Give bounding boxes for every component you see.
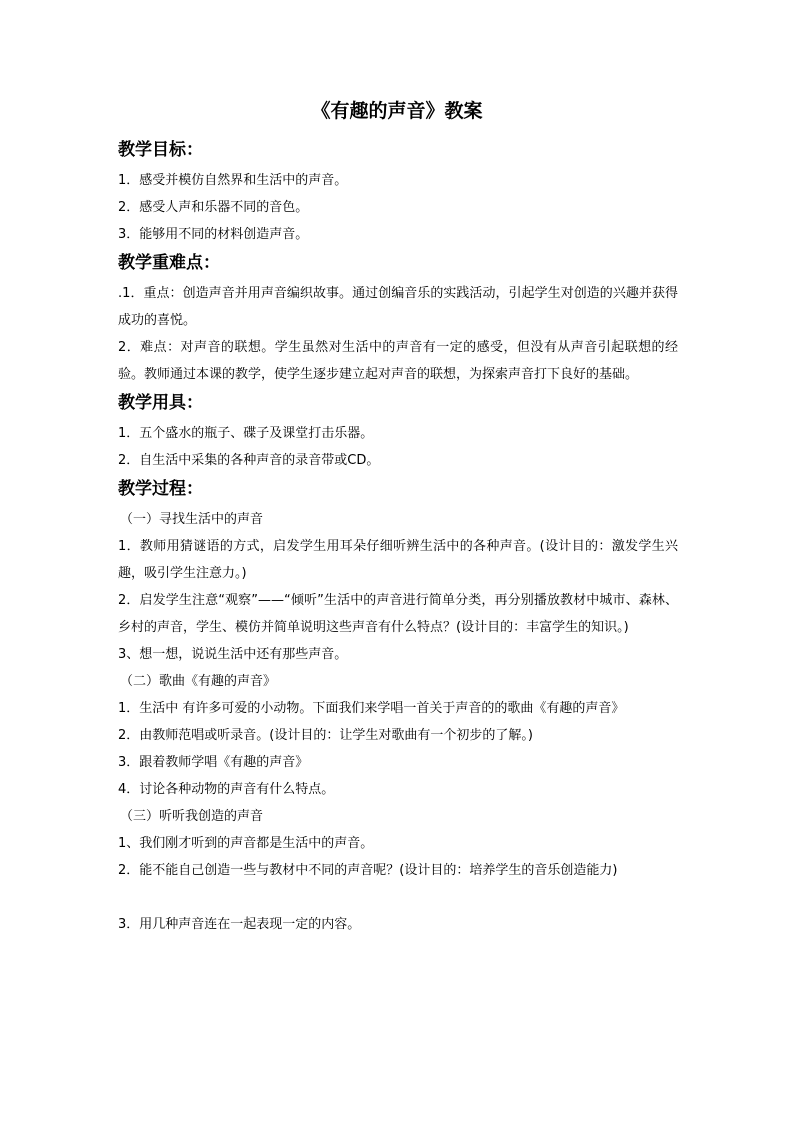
heading-teaching-goals: 教学目标： <box>118 140 203 160</box>
blank-line <box>118 884 678 911</box>
process-part-2-line-4: 4．讨论各种动物的声音有什么特点。 <box>118 782 335 797</box>
process-part-3-line-2: 2．能不能自己创造一些与教材中不同的声音呢？(设计目的：培养学生的音乐创造能力) <box>118 863 618 878</box>
difficult-point-paragraph: 2．难点：对声音的联想。学生虽然对生活中的声音有一定的感受，但没有从声音引起联想的经验。教师通过本课的教学，使学生逐步建立起对声音的联想，为探索声音打下良好的基础。 <box>118 340 678 382</box>
heading-teaching-process: 教学过程： <box>118 479 203 499</box>
document-body <box>118 135 678 938</box>
process-part-3-heading: （三）听听我创造的声音 <box>120 809 264 824</box>
goal-line-2: 2．感受人声和乐器不同的音色。 <box>118 200 309 215</box>
process-part-2-heading: （二）歌曲《有趣的声音》 <box>120 674 277 689</box>
process-part-1-line-1: 1．教师用猜谜语的方式，启发学生用耳朵仔细听辨生活中的各种声音。(设计目的：激发学生兴趣，吸引学生注意力。) <box>118 539 678 581</box>
process-part-1-heading: （一）寻找生活中的声音 <box>120 512 264 527</box>
process-part-3-line-3: 3．用几种声音连在一起表现一定的内容。 <box>118 917 361 932</box>
process-part-1-line-3: 3、想一想，说说生活中还有那些声音。 <box>118 647 348 662</box>
process-part-2-line-3: 3．跟着教师学唱《有趣的声音》 <box>118 755 309 770</box>
aid-line-1: 1．五个盛水的瓶子、碟子及课堂打击乐器。 <box>118 426 374 441</box>
heading-key-difficult-points: 教学重难点： <box>118 253 220 273</box>
document-title: 《有趣的声音》教案 <box>311 100 483 122</box>
aid-line-2: 2．自生活中采集的各种声音的录音带或CD。 <box>118 453 380 468</box>
heading-teaching-aids: 教学用具： <box>118 393 203 413</box>
key-point-paragraph: .1．重点：创造声音并用声音编织故事。通过创编音乐的实践活动，引起学生对创造的兴趣并获得成功的喜悦。 <box>118 286 678 328</box>
process-part-1-line-2: 2．启发学生注意“观察”——“倾听”生活中的声音进行简单分类，再分别播放教材中城市、森林、乡村的声音，学生、模仿并简单说明这些声音有什么特点？(设计目的：丰富学生的知识。) <box>118 593 678 635</box>
process-part-3-line-1: 1、我们刚才听到的声音都是生活中的声音。 <box>118 836 374 851</box>
goal-line-1: 1．感受并模仿自然界和生活中的声音。 <box>118 173 348 188</box>
process-part-2-line-2: 2．由教师范唱或听录音。(设计目的：让学生对歌曲有一个初步的了解。) <box>118 728 533 743</box>
goal-line-3: 3．能够用不同的材料创造声音。 <box>118 227 309 242</box>
process-part-2-line-1: 1．生活中 有许多可爱的小动物。下面我们来学唱一首关于声音的的歌曲《有趣的声音》 <box>118 701 625 716</box>
